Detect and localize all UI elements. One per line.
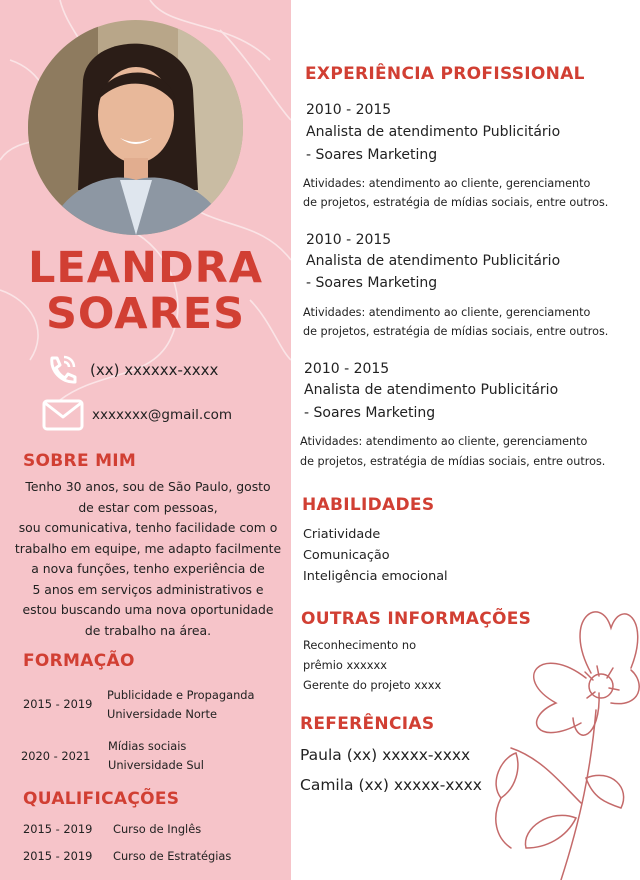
- email-contact: [42, 398, 232, 432]
- sidebar: [0, 0, 291, 880]
- skill-item: Criatividade: [303, 527, 381, 542]
- education-years: 2015 - 2019: [23, 697, 93, 711]
- phone-icon: [42, 350, 82, 390]
- experience-activities: Atividades: atendimento ao cliente, gerenciamento: [300, 435, 588, 448]
- experience-dates: 2010 - 2015: [306, 232, 392, 248]
- portrait-image: [28, 20, 243, 235]
- qualification-course: Curso de Estratégias: [113, 849, 232, 863]
- other-info-line: Gerente do projeto xxxx: [303, 678, 442, 692]
- experience-title: Analista de atendimento Publicitário: [306, 253, 561, 269]
- about-line: trabalho em equipe, me adapto facilmente: [14, 540, 282, 556]
- reference-item: Camila (xx) xxxxx-xxxx: [300, 776, 482, 794]
- last-name: SOARES: [45, 289, 246, 339]
- experience-company: - Soares Marketing: [304, 405, 436, 421]
- education-years: 2020 - 2021: [21, 749, 91, 763]
- first-name: LEANDRA: [27, 243, 264, 293]
- about-line: de estar com pessoas,: [78, 499, 218, 515]
- education-school: Universidade Norte: [107, 707, 217, 721]
- qualification-years: 2015 - 2019: [23, 849, 93, 863]
- about-line: estou buscando uma nova oportunidade: [22, 602, 274, 617]
- experience-activities: Atividades: atendimento ao cliente, gerenciamento: [303, 177, 591, 190]
- about-text: [12, 477, 284, 641]
- experience-title: Analista de atendimento Publicitário: [306, 124, 561, 140]
- education-heading: FORMAÇÃO: [23, 651, 135, 671]
- qualification-years: 2015 - 2019: [23, 822, 93, 836]
- experience-title: Analista de atendimento Publicitário: [304, 382, 559, 398]
- profile-photo: [28, 20, 243, 235]
- flower-illustration: [481, 598, 640, 880]
- other-info-line: prêmio xxxxxx: [303, 658, 387, 672]
- education-course: Mídias sociais: [108, 739, 187, 753]
- about-line: sou comunicativa, tenho facilidade com o: [18, 520, 278, 535]
- qualification-course: Curso de Inglês: [113, 822, 202, 836]
- references-heading: REFERÊNCIAS: [300, 714, 435, 734]
- about-line: a nova funções, tenho experiência de: [31, 561, 265, 576]
- envelope-icon: [42, 398, 84, 432]
- experience-dates: 2010 - 2015: [306, 102, 392, 118]
- skills-heading: HABILIDADES: [302, 495, 435, 515]
- experience-company: - Soares Marketing: [306, 147, 438, 163]
- other-info-heading: OUTRAS INFORMAÇÕES: [301, 609, 532, 629]
- skill-item: Inteligência emocional: [303, 569, 448, 584]
- about-heading: SOBRE MIM: [23, 451, 137, 471]
- other-info-line: Reconhecimento no: [303, 638, 417, 652]
- qualifications-heading: QUALIFICAÇÕES: [23, 789, 180, 809]
- email-address: xxxxxxx@gmail.com: [92, 407, 233, 423]
- education-course: Publicidade e Propaganda: [107, 688, 255, 702]
- experience-activities: de projetos, estratégia de mídias sociais, entre outros.: [303, 325, 609, 338]
- about-line: de trabalho na área.: [84, 622, 212, 638]
- experience-activities: de projetos, estratégia de mídias sociais, entre outros.: [303, 196, 609, 209]
- experience-activities: Atividades: atendimento ao cliente, gerenciamento: [303, 306, 591, 319]
- skill-item: Comunicação: [303, 548, 390, 563]
- main-column: [291, 0, 640, 880]
- experience-dates: 2010 - 2015: [304, 361, 390, 377]
- experience-activities: de projetos, estratégia de mídias sociais, entre outros.: [300, 455, 606, 468]
- experience-company: - Soares Marketing: [306, 275, 438, 291]
- phone-number: (xx) xxxxxx-xxxx: [90, 361, 219, 379]
- reference-item: Paula (xx) xxxxx-xxxx: [300, 746, 471, 764]
- phone-contact: [42, 350, 218, 390]
- about-line: Tenho 30 anos, sou de São Paulo, gosto: [25, 479, 271, 494]
- education-school: Universidade Sul: [108, 758, 204, 772]
- experience-heading: EXPERIÊNCIA PROFISSIONAL: [305, 64, 585, 84]
- about-line: 5 anos em serviços administrativos e: [32, 581, 264, 597]
